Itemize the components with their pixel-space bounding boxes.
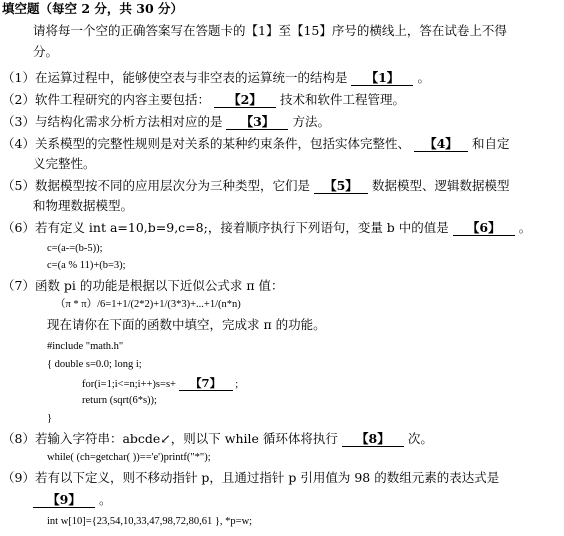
- q7-code-close: }: [47, 413, 53, 424]
- section-heading: 填空题（每空 2 分，共 30 分）: [2, 1, 184, 16]
- question-3: [2, 114, 330, 130]
- q9-tail: 。: [98, 492, 112, 507]
- q2-tail: 技术和软件工程管理。: [279, 92, 405, 107]
- q1-tail: 。: [417, 70, 430, 85]
- question-9: （9）若有以下定义，则不移动指针 p，且通过指针 p 引用值为 98 的数组元素的表达式是: [2, 470, 500, 485]
- q9-answer-line: [33, 492, 112, 508]
- question-2: [2, 92, 405, 108]
- answer-blank-6[interactable]: 【6】: [453, 221, 515, 236]
- answer-blank-8[interactable]: 【8】: [342, 432, 404, 447]
- q1-text: （1）在运算过程中，能够使空表与非空表的运算统一的结构是: [2, 70, 348, 85]
- q7-for-text: for(i=1;i<=n;i++)s=s+: [82, 379, 176, 390]
- q8-tail: 次。: [407, 431, 433, 446]
- q7-line-2: 现在请你在下面的函数中填空，完成求 π 的功能。: [47, 317, 326, 332]
- q3-text: （3）与结构化需求分析方法相对应的是: [2, 114, 223, 129]
- q4-line-2: 义完整性。: [33, 156, 96, 171]
- q8-code: while( (ch=getchar( ))=='e')printf("*");: [47, 452, 211, 463]
- q6-code-line-1: c=(a-=(b-5));: [47, 243, 103, 254]
- q8-text: （8）若输入字符串：abcde↙，则以下 while 循环体将执行: [2, 431, 338, 446]
- q7-code-include: #include "math.h": [47, 341, 124, 352]
- q7-formula: （π * π）/6=1+1/(2*2)+1/(3*3)+...+1/(n*n): [55, 299, 241, 310]
- q6-code-line-2: c=(a % 11)+(b=3);: [47, 260, 126, 271]
- q7-code-return: return (sqrt(6*s));: [82, 395, 157, 406]
- q7-code-for: [82, 376, 238, 392]
- answer-blank-9[interactable]: 【9】: [33, 493, 95, 508]
- question-1: [2, 70, 430, 86]
- q9-code: int w[10]={23,54,10,33,47,98,72,80,61 }, *p=w;: [47, 516, 253, 527]
- q3-tail: 方法。: [292, 114, 330, 129]
- q7-code-decl: { double s=0.0; long i;: [47, 359, 142, 370]
- answer-blank-1[interactable]: 【1】: [351, 71, 413, 86]
- answer-blank-5[interactable]: 【5】: [314, 179, 368, 194]
- q4-text: （4）关系模型的完整性规则是对关系的某种约束条件，包括实体完整性、: [2, 136, 410, 151]
- intro-line-2: 分。: [33, 44, 59, 59]
- q4-tail: 和自定: [471, 136, 510, 151]
- q6-text: （6）若有定义 int a=10,b=9,c=8;，接着顺序执行下列语句，变量 b 中的值是: [2, 220, 449, 235]
- q5-tail: 数据模型、逻辑数据模型: [371, 178, 510, 193]
- answer-blank-3[interactable]: 【3】: [226, 115, 288, 130]
- answer-blank-4[interactable]: 【4】: [414, 137, 468, 152]
- question-7: （7）函数 pi 的功能是根据以下近似公式求 π 值：: [2, 278, 284, 293]
- question-8: [2, 431, 433, 447]
- answer-blank-2[interactable]: 【2】: [214, 93, 276, 108]
- question-6: [2, 220, 531, 236]
- q6-tail: 。: [518, 220, 532, 235]
- answer-blank-7[interactable]: 【7】: [179, 376, 233, 391]
- q7-for-tail: ;: [235, 379, 239, 390]
- question-5: [2, 178, 509, 194]
- q5-text: （5）数据模型按不同的应用层次分为三种类型，它们是: [2, 178, 310, 193]
- q2-text: （2）软件工程研究的内容主要包括：: [2, 92, 210, 107]
- q5-line-2: 和物理数据模型。: [33, 198, 134, 213]
- intro-line-1: 请将每一个空的正确答案写在答题卡的【1】至【15】序号的横线上，答在试卷上不得: [33, 23, 507, 38]
- question-4: [2, 136, 509, 152]
